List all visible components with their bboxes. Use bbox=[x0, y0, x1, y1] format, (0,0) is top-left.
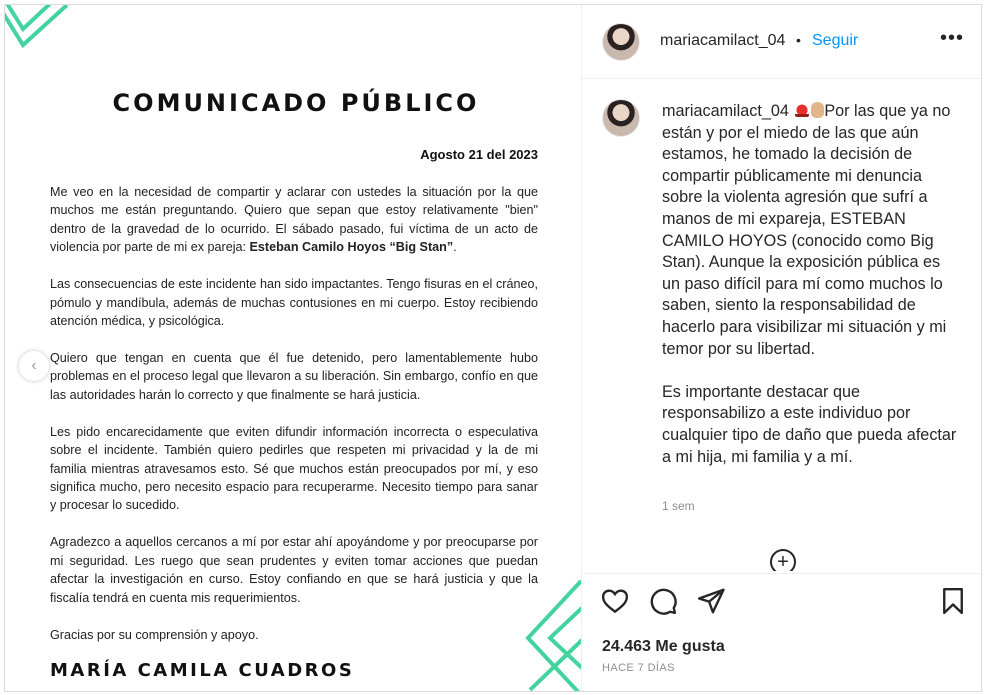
document-signature: MARÍA CAMILA CUADROS bbox=[50, 660, 355, 681]
post-sidebar bbox=[581, 5, 982, 692]
siren-emoji-icon bbox=[795, 103, 809, 117]
document-body bbox=[50, 183, 538, 663]
instagram-post-modal bbox=[4, 4, 982, 692]
caption-text: Es importante destacar que responsabilizo a este individuo por cualquier tipo de daño que pueda afectar a mi hija, mi familia y a mí. bbox=[662, 382, 957, 466]
separator-dot: • bbox=[796, 32, 801, 48]
document-paragraph: Me veo en la necesidad de compartir y aclarar con ustedes la situación por la que muchos me están preguntando. Quiero que sepan que estoy relativamente "bien" dentro de la gravedad de lo ocurrido. El sábado pasado, fui víctima de un acto de violencia por parte de mi ex pareja: Esteban Camilo Hoyos “Big Stan”. bbox=[50, 185, 538, 255]
action-bar bbox=[582, 573, 982, 692]
document-paragraph: Agradezco a aquellos cercanos a mí por estar ahí apoyándome y por preocuparse por mi seguridad. Les ruego que sean prudentes y eviten tomar acciones que puedan afectar la investigación en curso. Estoy confiando en que se hará justicia y que la fiscalía tendrá en cuenta mis requerimientos. bbox=[50, 535, 538, 605]
chevron-left-icon: ‹ bbox=[31, 357, 37, 374]
caption-text: Por las que ya no están y por el miedo de las que aún estamos, he tomado la decisión de compartir públicamente mi denuncia sobre la violenta agresión que sufrí a manos de mi expareja, ESTEBAN CAMILO HOYOS (conocido como Big Stan). Aunque la exposición pública es un paso difícil para mí como muchos lo saben, siento la responsabilidad de hacerlo para visibilizar mi situación y mi temor por su libertad. bbox=[662, 102, 951, 358]
like-button[interactable] bbox=[600, 586, 630, 616]
document-paragraph: Les pido encarecidamente que eviten difundir información incorrecta o especulativa sobre el incidente. También quiero pedirles que respeten mi privacidad y la de mi familia mientras atravesamos esto. Sé que muchos están preocupados por mí, y eso significa mucho, pero necesito espacio para recuperarme. Necesito tiempo para sanar y procesar lo sucedido. bbox=[50, 424, 538, 513]
load-more-comments-button[interactable] bbox=[770, 549, 796, 571]
comment-button[interactable] bbox=[648, 586, 678, 616]
avatar[interactable] bbox=[602, 99, 640, 137]
comments-section[interactable] bbox=[582, 79, 982, 571]
document-date: Agosto 21 del 2023 bbox=[420, 147, 538, 162]
caption-username-link[interactable]: mariacamilact_04 bbox=[662, 102, 789, 120]
follow-button[interactable]: Seguir bbox=[812, 32, 859, 49]
carousel-previous-button[interactable] bbox=[19, 351, 49, 381]
post-image[interactable] bbox=[5, 5, 581, 692]
likes-count[interactable]: 24.463 Me gusta bbox=[602, 638, 725, 655]
send-icon bbox=[696, 586, 726, 616]
raised-hand-emoji-icon bbox=[811, 102, 824, 118]
header-username-link[interactable]: mariacamilact_04 bbox=[660, 32, 786, 49]
save-button[interactable] bbox=[938, 586, 968, 616]
post-header bbox=[582, 5, 982, 79]
post-caption bbox=[662, 101, 962, 490]
document-paragraph: Las consecuencias de este incidente han sido impactantes. Tengo fisuras en el cráneo, pómulo y mandíbula, además de muchas contusiones en mi cuerpo. Estoy recibiendo atención médica, y psicológica. bbox=[50, 277, 538, 329]
document-paragraph: Quiero que tengan en cuenta que él fue detenido, pero lamentablemente hubo problemas en el proceso legal que llevaron a su liberación. Sin embargo, confío en que las autoridades harán lo correcto y que finalmente se hará justicia. bbox=[50, 351, 538, 402]
document-title: COMUNICADO PÚBLICO bbox=[112, 89, 480, 117]
comment-icon bbox=[648, 586, 678, 616]
bookmark-icon bbox=[938, 586, 968, 616]
plus-circle-icon: + bbox=[777, 551, 789, 571]
document-paragraph: Gracias por su comprensión y apoyo. bbox=[50, 627, 259, 642]
caption-timestamp[interactable]: 1 sem bbox=[662, 499, 695, 513]
share-button[interactable] bbox=[696, 586, 726, 616]
decorative-chevron-top-left bbox=[5, 5, 75, 55]
avatar[interactable] bbox=[602, 23, 640, 61]
heart-icon bbox=[600, 586, 630, 616]
more-options-icon[interactable]: ••• bbox=[939, 27, 964, 49]
post-date[interactable]: HACE 7 DÍAS bbox=[602, 662, 675, 674]
